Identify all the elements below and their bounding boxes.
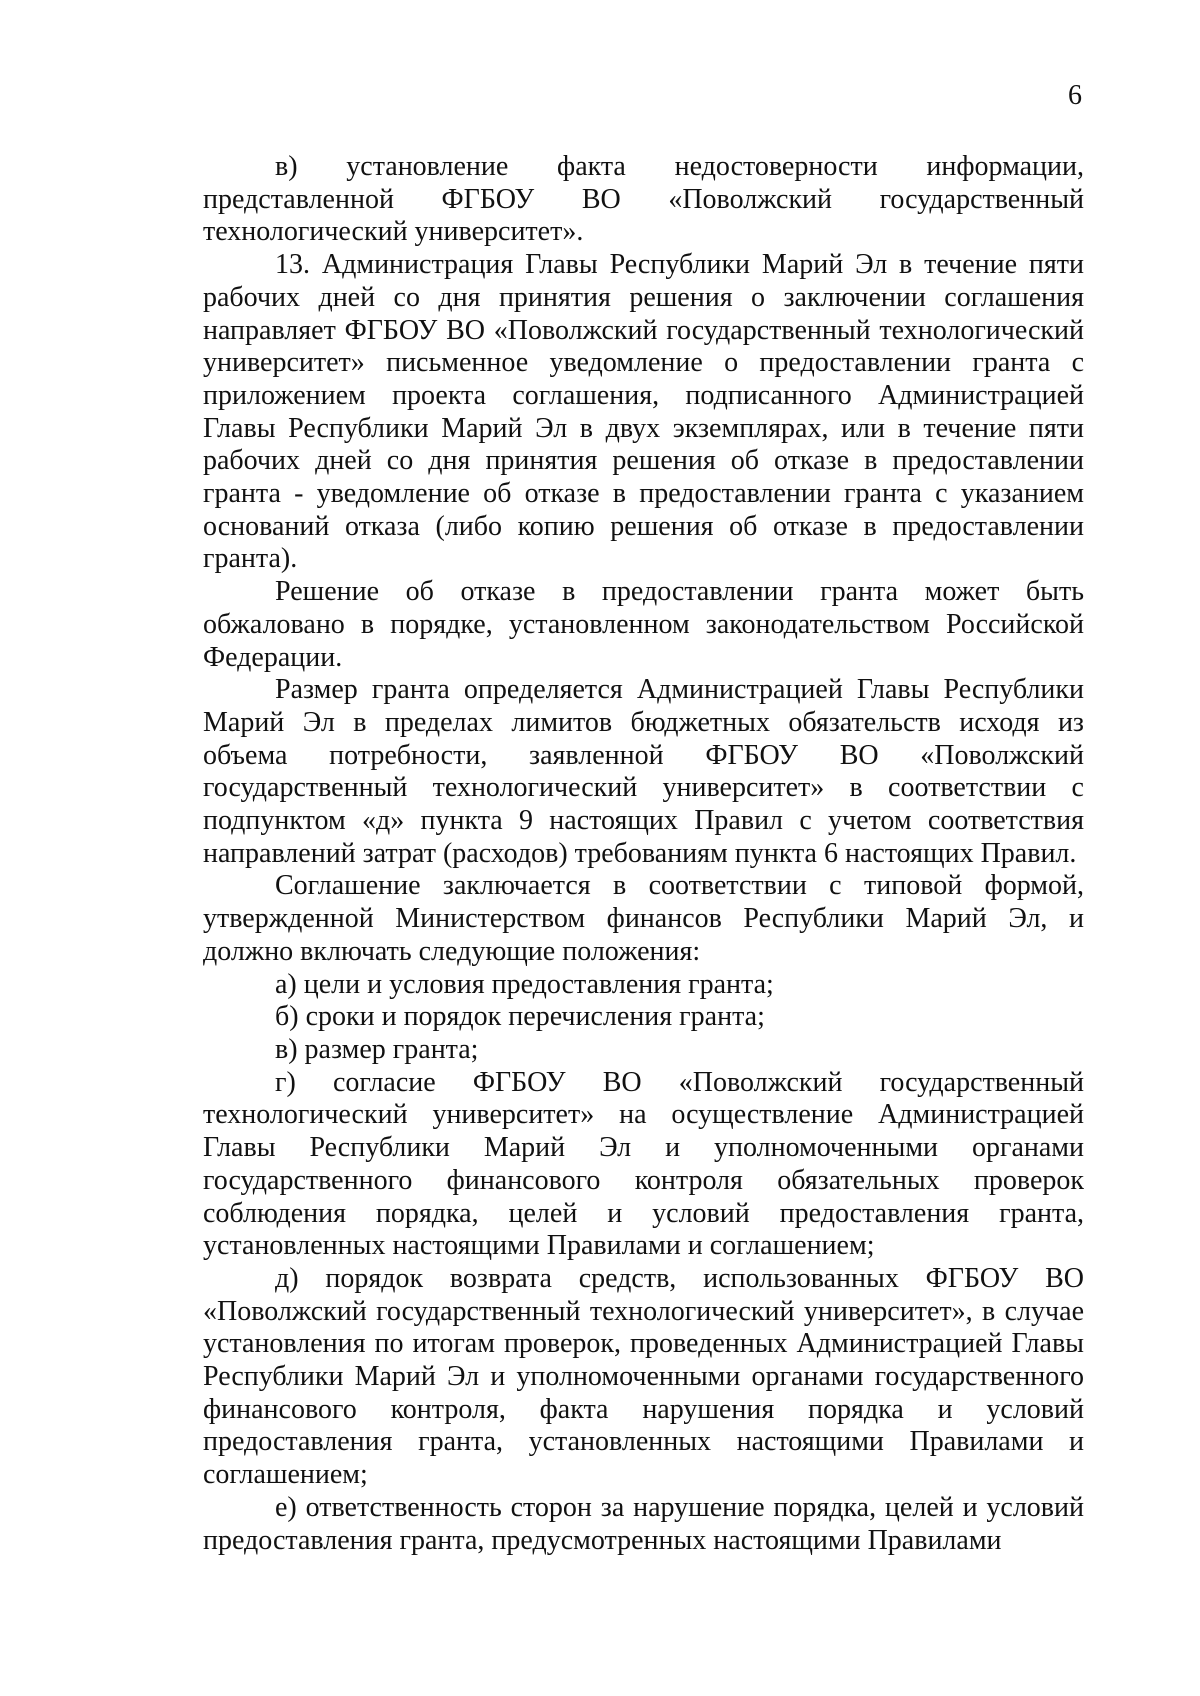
list-item-b: б) сроки и порядок перечисления гранта; [275,1001,765,1033]
list-item-v: в) размер гранта; [275,1033,479,1065]
paragraph-clause-13: 13. Администрация Главы Республики Марий Эл в течение пяти рабочих дней со дня принятия решения о заключении соглашения направляет ФГБОУ ВО «Поволжский государственный технологический университет» письменное уведомление о предоставлении гранта с приложением проекта соглашения, подписанного Администрацией Главы Республики Марий Эл в двух экземплярах, или в течение пяти рабочих дней со дня принятия решения об отказе в предоставлении гранта - уведомление об отказе в предоставлении гранта с указанием оснований отказа (либо копию решения об отказе в предоставлении гранта). [203,249,1084,575]
paragraph-grant-size: Размер гранта определяется Администрацией Главы Республики Марий Эл в пределах лимитов бюджетных обязательств исходя из объема потребности, заявленной ФГБОУ ВО «Поволжский государственный технологический университет» в соответствии с подпунктом «д» пункта 9 настоящих Правил с учетом соответствия направлений затрат (расходов) требованиям пункта 6 настоящих Правил. [203,674,1084,869]
page-number: 6 [1068,80,1082,111]
list-item-g: г) согласие ФГБОУ ВО «Поволжский государственный технологический университет» на осуществление Администрацией Главы Республики Марий Эл и уполномоченными органами государственного финансового контроля обязательных проверок соблюдения порядка, целей и условий предоставления гранта, установленных настоящими Правилами и соглашением; [203,1066,1084,1262]
document-body [203,151,1084,1557]
list-item-d: д) порядок возврата средств, использованных ФГБОУ ВО «Поволжский государственный технологический университет», в случае установления по итогам проверок, проведенных Администрацией Главы Республики Марий Эл и уполномоченными органами государственного финансового контроля, факта нарушения порядка и условий предоставления гранта, установленных настоящими Правилами и соглашением; [203,1262,1084,1491]
list-item-e: е) ответственность сторон за нарушение порядка, целей и условий предоставления гранта, предусмотренных настоящими Правилами [203,1491,1084,1556]
list-item-a: а) цели и условия предоставления гранта; [275,968,774,1000]
paragraph-appeal: Решение об отказе в предоставлении гранта может быть обжаловано в порядке, установленном законодательством Российской Федерации. [203,576,1084,673]
paragraph-agreement-form: Соглашение заключается в соответствии с типовой формой, утвержденной Министерством финансов Республики Марий Эл, и должно включать следующие положения: [203,870,1084,967]
paragraph-item-v-unreliable-info: в) установление факта недостоверности информации, представленной ФГБОУ ВО «Поволжский государственный технологический университет». [203,151,1084,248]
